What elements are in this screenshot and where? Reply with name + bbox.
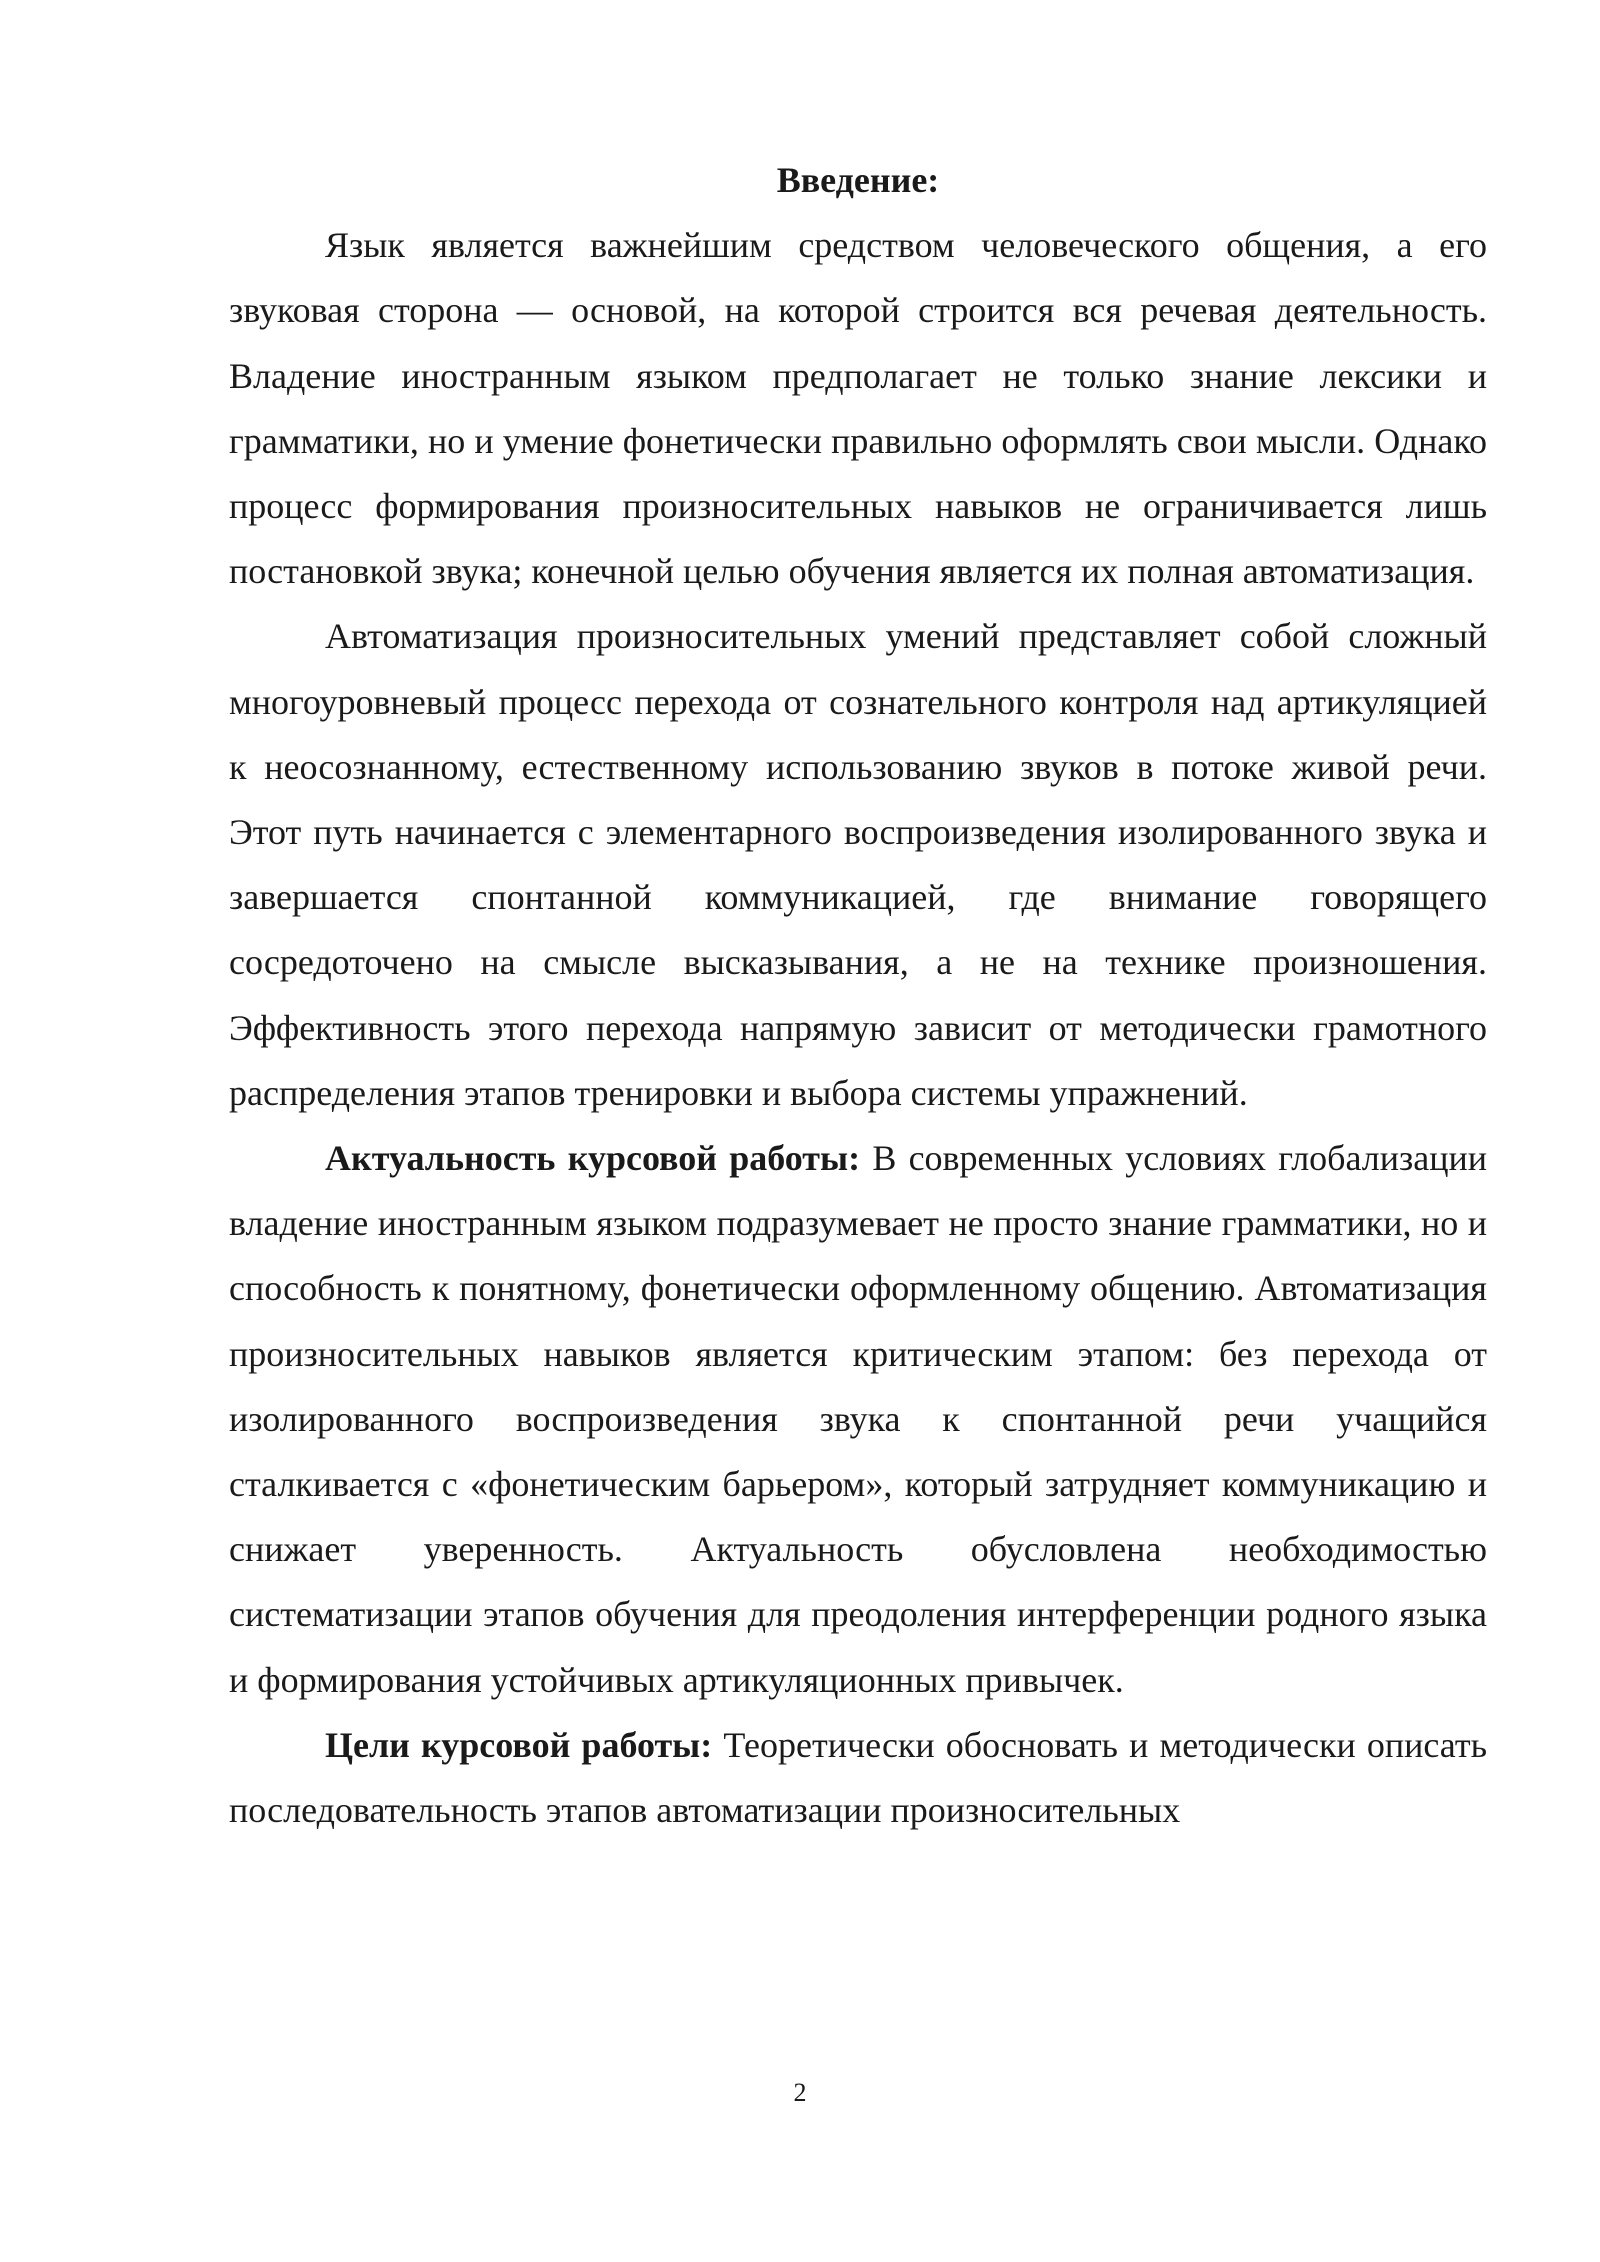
- paragraph-lead: Цели курсовой работы:: [325, 1724, 713, 1765]
- section-heading: Введение:: [776, 160, 940, 200]
- paragraph-text: Теоретически обосновать и методически описать последовательность этапов автоматизации произносительных: [229, 1724, 1488, 1831]
- paragraph-automation: [229, 604, 1487, 1126]
- page-number: 2: [793, 2078, 807, 2107]
- paragraph-relevance: [229, 1126, 1487, 1713]
- paragraph-text: В современных условиях глобализации владение иностранным языком подразумевает не просто знание грамматики, но и способность к понятному, фонетически оформленному общению. Автоматизация произносительных навыков является критическим этапом: без перехода от изолированного воспроизведения звука к спонтанной речи учащийся сталкивается с «фонетическим барьером», который затрудняет коммуникацию и снижает уверенность. Актуальность обусловлена необходимостью систематизации этапов обучения для преодоления интерференции родного языка и формирования устойчивых артикуляционных привычек.: [229, 1138, 1487, 1700]
- paragraph-goals: [229, 1713, 1487, 1843]
- paragraph-intro: [229, 213, 1487, 604]
- paragraph-text: Автоматизация произносительных умений представляет собой сложный многоуровневый процесс перехода от сознательного контроля над артикуляцией к неосознанному, естественному использованию звуков в потоке живой речи. Этот путь начинается с элементарного воспроизведения изолированного звука и завершается спонтанной коммуникацией, где внимание говорящего сосредоточено на смысле высказывания, а не на технике произношения. Эффективность этого перехода напрямую зависит от методически грамотного распределения этапов тренировки и выбора системы упражнений.: [229, 616, 1487, 1113]
- paragraph-lead: Актуальность курсовой работы:: [325, 1138, 861, 1179]
- page-body: [229, 148, 1487, 1843]
- paragraph-text: Язык является важнейшим средством человеческого общения, а его звуковая сторона — основой, на которой строится вся речевая деятельность. Владение иностранным языком предполагает не только знание лексики и грамматики, но и умение фонетически правильно оформлять свои мысли. Однако процесс формирования произносительных навыков не ограничивается лишь постановкой звука; конечной целью обучения является их полная автоматизация.: [229, 225, 1487, 592]
